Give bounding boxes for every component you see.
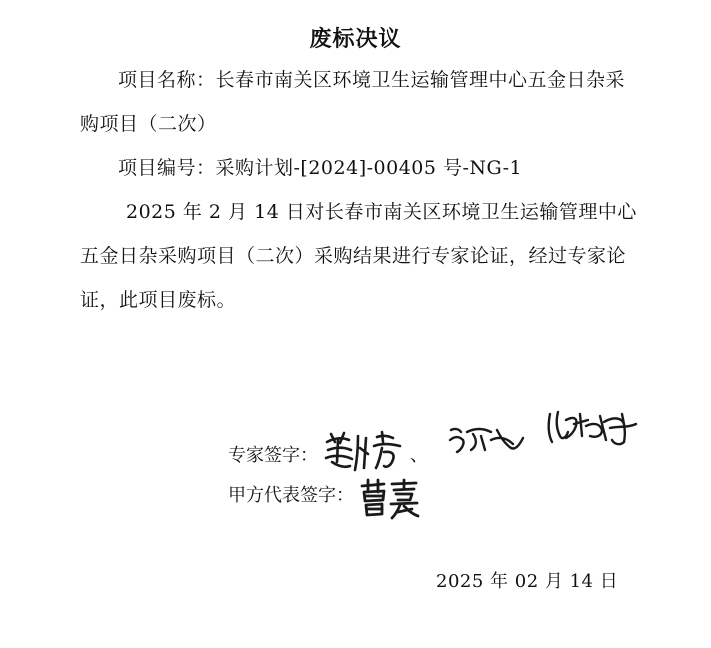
- purchaser-signature: [358, 478, 422, 520]
- project-name-paragraph: [80, 58, 640, 146]
- purchaser-signature-label: 甲方代表签字：: [228, 485, 354, 506]
- project-name-label: 项目名称：: [118, 69, 216, 91]
- expert-signature-2: [447, 420, 527, 458]
- purchaser-signature-row: [228, 484, 354, 508]
- project-name-value: 长春市南关区环境卫生运输管理中心五金日杂采购项目（二次）: [80, 69, 626, 135]
- document-date: 2025 年 02 月 14 日: [436, 571, 619, 592]
- expert-signature-label: 专家签字：: [228, 445, 318, 466]
- expert-signature-row: [228, 444, 318, 468]
- project-number-paragraph: [80, 146, 640, 190]
- project-number-label: 项目编号：: [118, 157, 216, 179]
- document-title: 废标决议: [309, 26, 402, 52]
- decision-paragraph: 2025 年 2 月 14 日对长春市南关区环境卫生运输管理中心五金日杂采购项目（二次）采购结果进行专家论证，经过专家论证，此项目废标。: [80, 201, 637, 311]
- expert-signature-1: [322, 428, 408, 478]
- expert-signature-3: [544, 406, 644, 452]
- project-number-value: 采购计划-[2024]-00405 号-NG-1: [215, 157, 523, 179]
- expert-signature-separator: 、: [410, 445, 428, 466]
